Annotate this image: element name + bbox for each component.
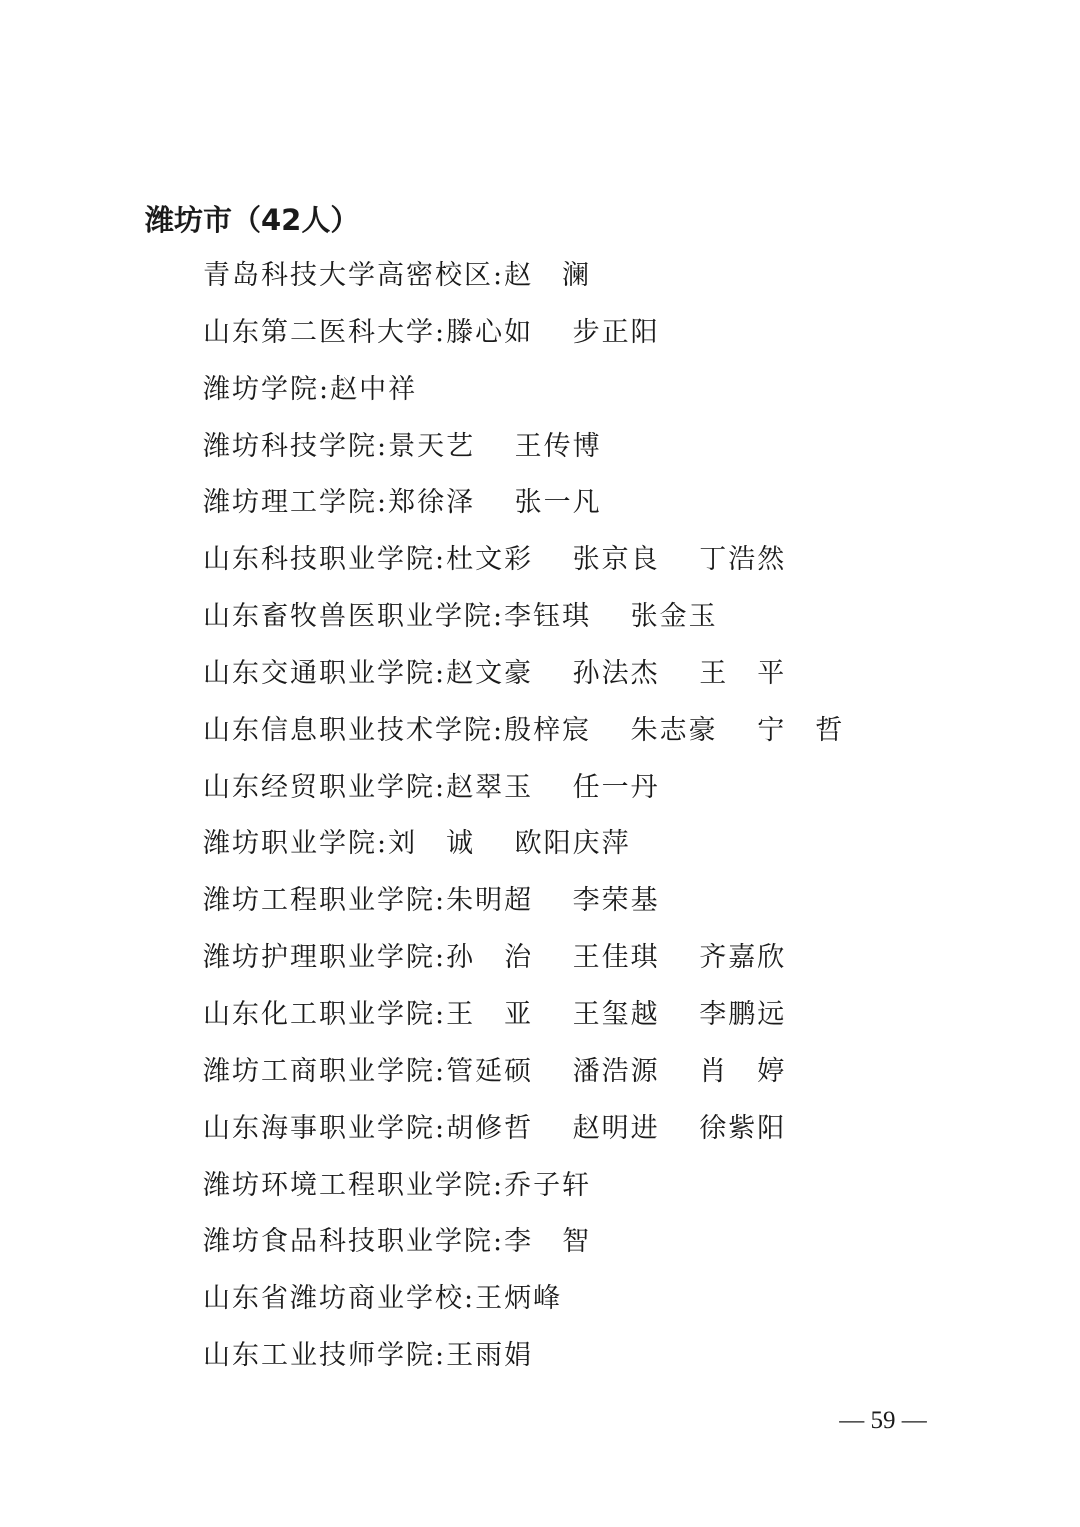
list-item: 山东交通职业学院:赵文豪 孙法杰 王 平 [203,657,787,689]
list-item: 山东海事职业学院:胡修哲 赵明进 徐紫阳 [203,1112,787,1144]
list-item: 潍坊食品科技职业学院:李 智 [203,1226,592,1258]
list-item: 山东第二医科大学:滕心如 步正阳 [203,316,660,348]
award-list [203,254,844,1391]
list-item: 山东省潍坊商业学校:王炳峰 [203,1283,563,1315]
section-heading: 潍坊市（42人） [145,203,360,237]
list-item: 山东工业技师学院:王雨娟 [203,1340,534,1372]
list-item: 山东畜牧兽医职业学院:李钰琪 张金玉 [203,601,718,633]
list-item: 潍坊学院:赵中祥 [203,373,418,405]
list-item: 潍坊工程职业学院:朱明超 李荣基 [203,885,660,917]
list-item: 山东化工职业学院:王 亚 王玺越 李鹏远 [203,998,787,1030]
page-number: — 59 — [839,1407,927,1434]
list-item: 山东信息职业技术学院:殷梓宸 朱志豪 宁 哲 [203,714,845,746]
list-item: 潍坊护理职业学院:孙 治 王佳琪 齐嘉欣 [203,942,787,974]
list-item: 潍坊职业学院:刘 诚 欧阳庆萍 [203,828,631,860]
list-item: 潍坊理工学院:郑徐泽 张一凡 [203,487,602,519]
list-item: 青岛科技大学高密校区:赵 澜 [203,260,592,291]
list-item: 山东经贸职业学院:赵翠玉 任一丹 [203,771,660,803]
list-item: 潍坊工商职业学院:管延硕 潘浩源 肖 婷 [203,1055,787,1087]
list-item: 山东科技职业学院:杜文彩 张京良 丁浩然 [203,544,787,576]
list-item: 潍坊科技学院:景天艺 王传博 [203,430,602,462]
list-item: 潍坊环境工程职业学院:乔子轩 [203,1169,592,1201]
